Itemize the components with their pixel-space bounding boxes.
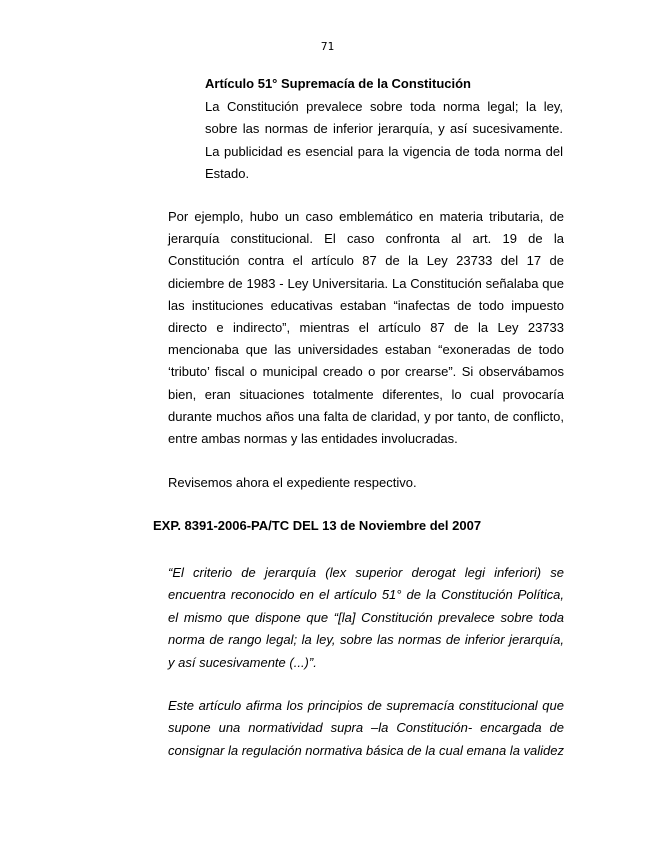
citation-paragraph-1: “El criterio de jerarquía (lex superior derogat legi inferiori) se encuentra reconocido en el artículo 51° de la Constitución Política, el mismo que dispone que “[la] Constitución prevalece sobre toda norma de rango legal; la ley, sobre las normas de inferior jerarquía, y así sucesivamente (...)”. (168, 565, 564, 670)
page-number: 71 (320, 40, 335, 53)
body-paragraph-1: Por ejemplo, hubo un caso emblemático en materia tributaria, de jerarquía constitucional. El caso confronta al art. 19 de la Constitución contra el artículo 87 de la Ley 23733 del 17 de diciembre de 1983 - Ley Universitaria. La Constitución señalaba que las instituciones educativas estaban “inafectas de todo impuesto directo e indirecto”, mientras el artículo 87 de la Ley 23733 mencionaba que las universidades estaban “exoneradas de todo ‘tributo’ fiscal o municipal creado o por crearse”. Si observábamos bien, eran situaciones totalmente diferentes, lo cual provocaría durante muchos años una falta de claridad, y por tanto, de conflicto, entre ambas normas y las entidades involucradas. (168, 209, 564, 447)
expediente-heading: EXP. 8391-2006-PA/TC DEL 13 de Noviembre del 2007 (153, 518, 482, 533)
body-paragraph-2: Revisemos ahora el expediente respectivo. (168, 475, 417, 490)
citation-paragraph-2: Este artículo afirma los principios de supremacía constitucional que supone una normatividad supra –la Constitución- encargada de consignar la regulación normativa básica de la cual emana la validez (168, 698, 565, 758)
article-text: La Constitución prevalece sobre toda norma legal; la ley, sobre las normas de inferior jerarquía, y así sucesivamente. La publicidad es esencial para la vigencia de toda norma del Estado. (205, 99, 563, 182)
article-title: Artículo 51° Supremacía de la Constitución (205, 76, 471, 91)
